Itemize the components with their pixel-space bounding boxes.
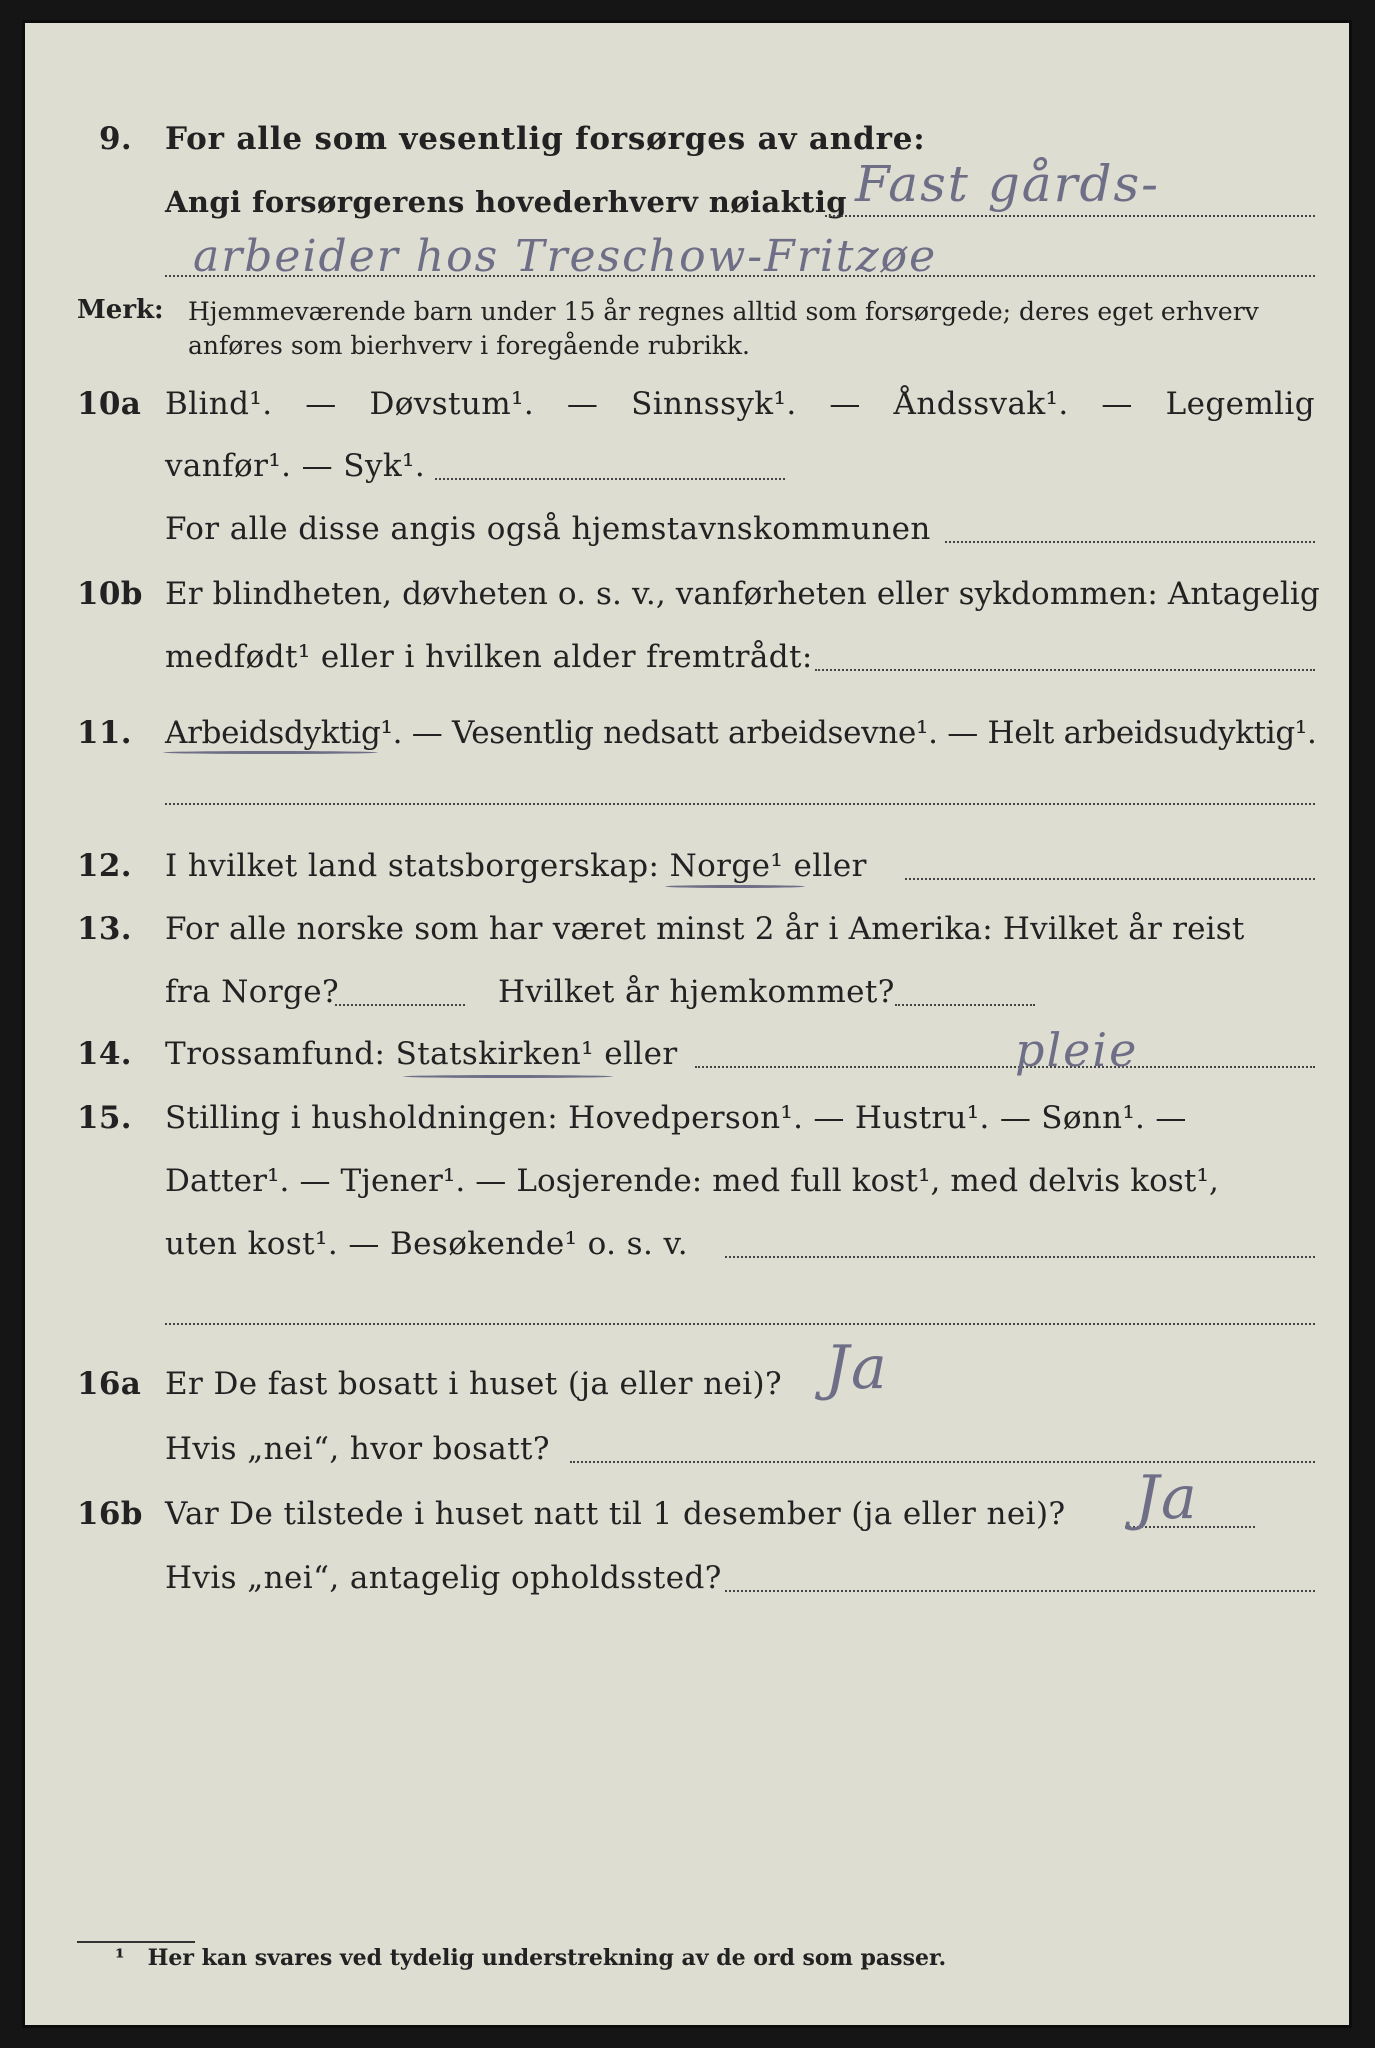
q13-line-1: For alle norske som har været minst 2 år i Amerika: Hvilket år reist xyxy=(165,911,1245,947)
q10a-number: 10a xyxy=(77,386,142,422)
q15-line-2: Datter¹. — Tjener¹. — Losjerende: med full kost¹, med delvis kost¹, xyxy=(165,1163,1219,1199)
q13-line-2a: fra Norge? xyxy=(165,974,340,1010)
q12-line-1: I hvilket land statsborgerskap: Norge¹ eller xyxy=(165,848,867,884)
q13-returned-year-line xyxy=(895,1004,1035,1006)
q10a-dash: — xyxy=(305,386,337,422)
footnote-text: Her kan svares ved tydelig understrekning av de ord som passer. xyxy=(147,1945,947,1971)
census-form-page xyxy=(22,20,1352,2028)
q11-answer-line xyxy=(165,803,1315,805)
q10a-word: Åndssvak¹. xyxy=(893,386,1069,422)
q14-number: 14. xyxy=(77,1036,132,1072)
q10a-sick-answer-line xyxy=(435,478,785,480)
q15-number: 15. xyxy=(77,1100,132,1136)
q15-answer-line-2 xyxy=(165,1323,1315,1325)
q9-answer-line-1 xyxy=(825,215,1315,217)
q10b-line-2: medfødt¹ eller i hvilken alder fremtrådt: xyxy=(165,639,813,675)
footnote-marker: ¹ xyxy=(115,1945,125,1971)
q10a-word: Døvstum¹. xyxy=(369,386,535,422)
q16b-handwritten-answer: Ja xyxy=(1135,1463,1199,1533)
q9-number: 9. xyxy=(99,121,132,157)
q13-emigrated-year-line xyxy=(335,1004,465,1006)
q10a-home-municipality-line xyxy=(945,541,1315,543)
footnote xyxy=(115,1945,946,1971)
merk-text: Hjemmeværende barn under 15 år regnes alltid som forsørgede; deres eget erhverv anføres som bierhverv i foregående rubrikk. xyxy=(188,297,1259,360)
q15-line-3: uten kost¹. — Besøkende¹ o. s. v. xyxy=(165,1226,688,1262)
q10a-word: Blind¹. xyxy=(165,386,273,422)
q9-handwritten-answer-2: arbeider hos Treschow-Fritzøe xyxy=(193,231,938,282)
q16a-number: 16a xyxy=(77,1366,142,1402)
q16b-whereabouts-line xyxy=(725,1590,1315,1592)
q10a-line-1 xyxy=(165,386,1315,422)
q16a-residence-line xyxy=(570,1461,1315,1463)
q9-label: Angi forsørgerens hovederhverv nøiaktig xyxy=(165,185,847,219)
q14-answer-line xyxy=(695,1066,1315,1068)
q16b-number: 16b xyxy=(77,1496,143,1532)
q10a-word: Legemlig xyxy=(1165,386,1315,422)
q10a-dash: — xyxy=(566,386,599,422)
q10a-dash: — xyxy=(829,386,861,422)
footnote-rule xyxy=(77,1941,195,1943)
q16b-line-2: Hvis „nei“, antagelig opholdssted? xyxy=(165,1560,722,1596)
q10a-dash: — xyxy=(1101,386,1133,422)
q9-handwritten-answer-1: Fast gårds- xyxy=(855,155,1161,213)
q10a-word: Sinnssyk¹. xyxy=(631,386,797,422)
q15-line-1: Stilling i husholdningen: Hovedperson¹. — Hustru¹. — Sønn¹. — xyxy=(165,1100,1187,1136)
q16a-line-2: Hvis „nei“, hvor bosatt? xyxy=(165,1431,550,1467)
q9-heading: For alle som vesentlig forsørges av andre: xyxy=(165,121,926,157)
q14-line-1: Trossamfund: Statskirken¹ eller xyxy=(165,1036,678,1072)
q11-pencil-underline xyxy=(163,751,378,754)
q10b-answer-line xyxy=(815,669,1315,671)
q11-number: 11. xyxy=(77,715,132,751)
q15-answer-line-1 xyxy=(725,1256,1315,1258)
q14-pencil-underline xyxy=(403,1075,613,1078)
q16a-line-1: Er De fast bosatt i huset (ja eller nei)? xyxy=(165,1366,783,1402)
q12-answer-line xyxy=(905,878,1315,880)
q11-line-1: Arbeidsdyktig¹. — Vesentlig nedsatt arbeidsevne¹. — Helt arbeidsudyktig¹. xyxy=(165,715,1317,751)
q13-number: 13. xyxy=(77,911,132,947)
merk-label: Merk: xyxy=(77,295,164,325)
q10b-line-1: Er blindheten, døvheten o. s. v., vanførheten eller sykdommen: Antagelig xyxy=(165,576,1320,612)
q10a-line-2: vanfør¹. — Syk¹. xyxy=(165,448,426,484)
q12-number: 12. xyxy=(77,848,132,884)
q13-line-2b: Hvilket år hjemkommet? xyxy=(498,974,895,1010)
q12-pencil-underline xyxy=(665,885,805,888)
q10a-line-3: For alle disse angis også hjemstavnskommunen xyxy=(165,511,931,547)
q14-handwritten-answer: pleie xyxy=(1015,1023,1139,1077)
q16a-handwritten-answer: Ja xyxy=(825,1333,889,1403)
q10b-number: 10b xyxy=(77,576,143,612)
q16b-line-1: Var De tilstede i huset natt til 1 desember (ja eller nei)? xyxy=(165,1496,1066,1532)
